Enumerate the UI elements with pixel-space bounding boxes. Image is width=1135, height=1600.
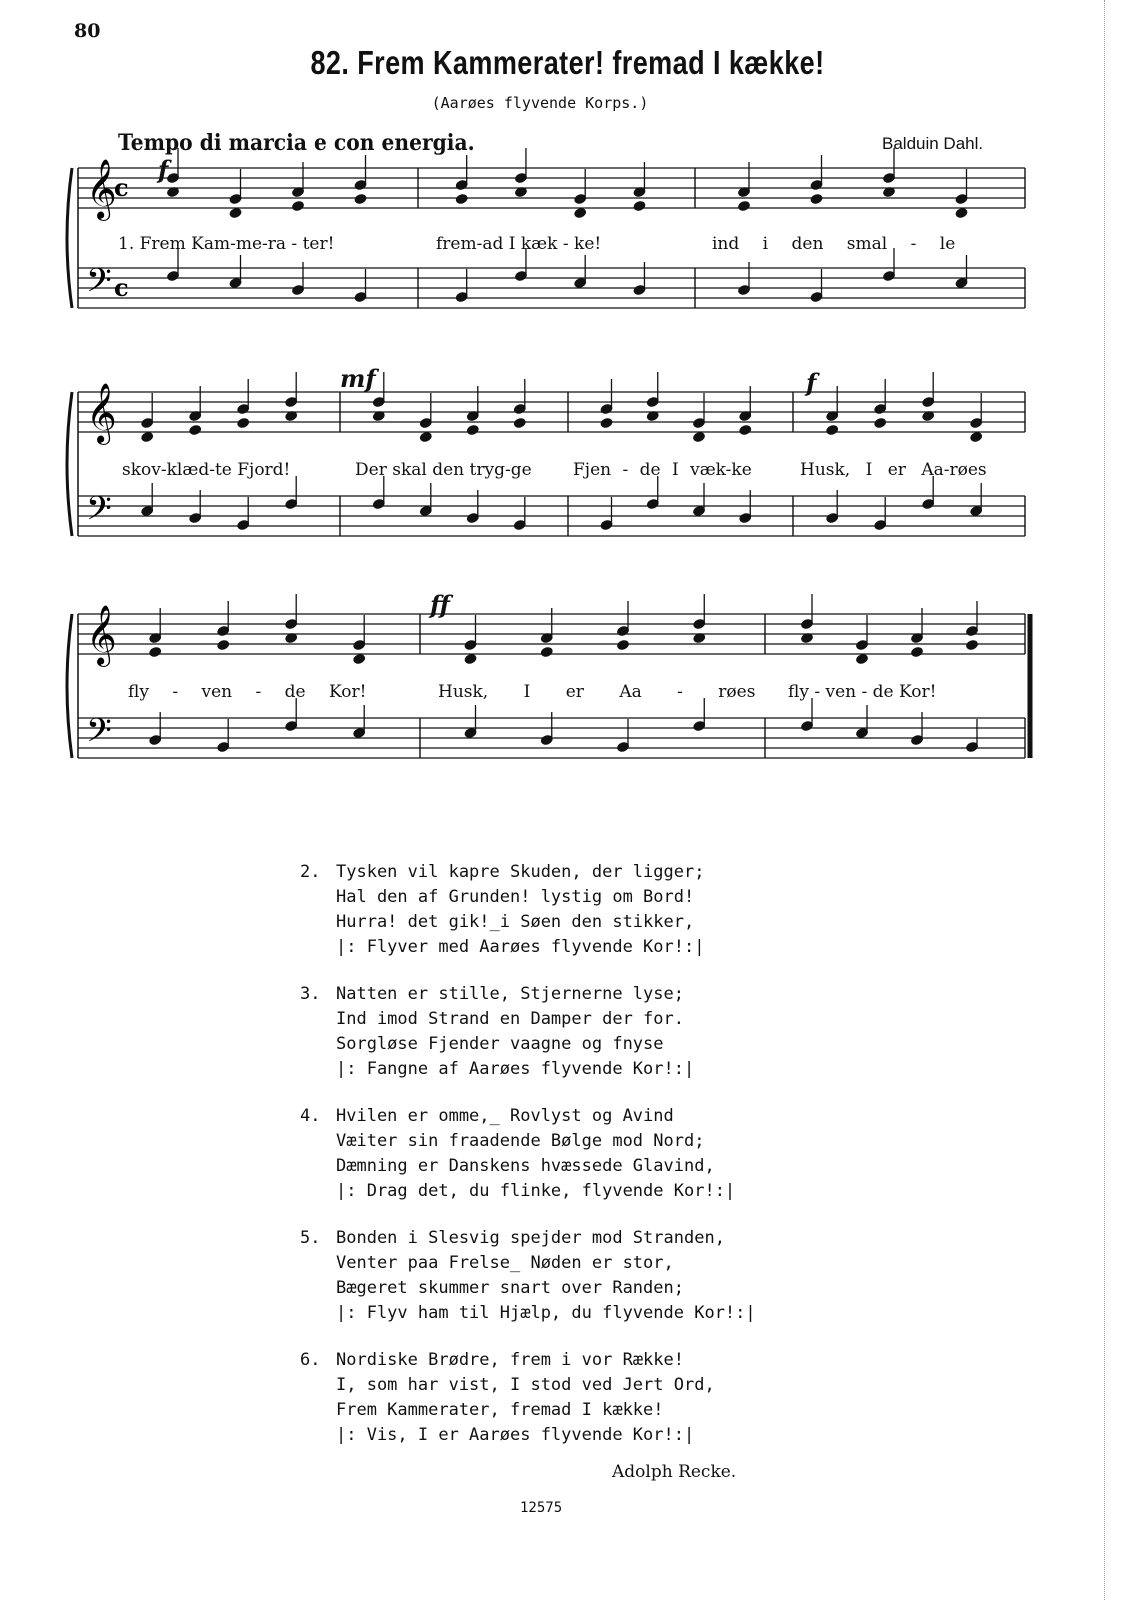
verse-line: |: Fangne af Aarøes flyvende Kor!:| [336,1059,695,1079]
note-head [540,646,554,659]
note-head [466,424,480,437]
note-head [737,200,751,213]
treble-clef: 𝄞 [86,159,117,219]
note-head [873,417,887,430]
note-head [236,417,250,430]
lyric-line: frem-ad I kæk - ke! [436,234,602,254]
note-head [965,639,979,652]
note-head [632,200,646,213]
common-time: c [114,173,129,202]
verse-number: 4. [300,1106,321,1126]
lyric-line: ind i den smal - le [712,234,956,254]
composer-name: Balduin Dahl. [882,134,984,153]
note-head [353,193,367,206]
lyric-line: Der skal den tryg-ge [355,460,532,480]
dynamic-marking: ff [430,590,450,619]
lyric-line: fly - ven - de Kor! [788,682,937,702]
dynamic-marking: mf [340,364,376,393]
verse-line: Bægeret skummer snart over Randen; [336,1278,684,1298]
song-title: 82. Frem Kammerater! fremad I kække! [310,44,825,81]
verse-line: |: Flyv ham til Hjælp, du flyvende Kor!:| [336,1303,756,1323]
note-head [910,646,924,659]
verse-line: Hvilen er omme,_ Rovlyst og Avind [336,1106,674,1126]
verse-line: Natten er stille, Stjernerne lyse; [336,984,684,1004]
note-head [825,424,839,437]
bass-clef: 𝄢 [86,490,112,536]
note-head [599,417,613,430]
lyric-line: fly - ven - de Kor! [128,682,367,702]
note-head [738,424,752,437]
verse-line: Dæmning er Danskens hvæssede Glavind, [336,1156,715,1176]
verse-line: Venter paa Frelse_ Nøden er stor, [336,1253,674,1273]
verse-line: Tysken vil kapre Skuden, der ligger; [336,862,705,882]
verse-number: 5. [300,1228,321,1248]
lyric-line: Fjen - de I væk-ke [573,460,752,480]
page-number: 80 [74,20,101,42]
poet-name: Adolph Recke. [612,1462,737,1482]
tempo-marking: Tempo di marcia e con energia. [118,130,475,156]
note-head [148,646,162,659]
verse-line: I, som har vist, I stod ved Jert Ord, [336,1375,715,1395]
verse-line: Sorgløse Fjender vaagne og fnyse [336,1034,664,1054]
lyric-line: 1. Frem Kam-me-ra - ter! [118,234,335,254]
verse-number: 2. [300,862,321,882]
additional-verses [300,860,756,1470]
verse-line: |: Flyver med Aarøes flyvende Kor!:| [336,937,705,957]
verse-line: |: Vis, I er Aarøes flyvende Kor!:| [336,1425,695,1445]
note-head [455,193,469,206]
lyric-line: Husk, I er Aa - røes [438,682,756,702]
verse-line: Væiter sin fraadende Bølge mod Nord; [336,1131,705,1151]
verse-line: Frem Kammerater, fremad I kække! [336,1400,664,1420]
verse-line: |: Drag det, du flinke, flyvende Kor!:| [336,1181,736,1201]
page-edge [1104,0,1125,1600]
verse [300,1226,756,1326]
verse [300,982,756,1082]
verse [300,1348,756,1448]
note-head [513,417,527,430]
note-head [216,639,230,652]
verse-line: Hurra! det gik!_i Søen den stikker, [336,912,695,932]
note-head [616,639,630,652]
verse-line: Bonden i Slesvig spejder mod Stranden, [336,1228,725,1248]
song-subtitle: (Aarøes flyvende Korps.) [431,94,649,112]
treble-clef: 𝄞 [86,605,117,665]
note-head [291,200,305,213]
lyric-line: skov-klæd-te Fjord! [122,460,291,480]
verse-line: Ind imod Strand en Damper der for. [336,1009,684,1029]
verse-line: Nordiske Brødre, frem i vor Række! [336,1350,684,1370]
note-head [809,193,823,206]
brace [67,168,72,308]
dynamic-marking: f [806,368,817,397]
verse-number: 3. [300,984,321,1004]
note-head [188,424,202,437]
verse [300,860,756,960]
plate-number: 12575 [520,1500,563,1516]
verse [300,1104,756,1204]
verse-number: 6. [300,1350,321,1370]
bass-clef: 𝄢 [86,712,112,758]
treble-clef: 𝄞 [86,383,117,443]
common-time: c [114,273,129,302]
brace [67,614,72,758]
brace [67,392,72,536]
bass-clef: 𝄢 [86,262,112,308]
lyric-line: Husk, I er Aa-røes [800,460,987,480]
verse-line: Hal den af Grunden! lystig om Bord! [336,887,695,907]
dynamic-marking: f [158,155,169,184]
